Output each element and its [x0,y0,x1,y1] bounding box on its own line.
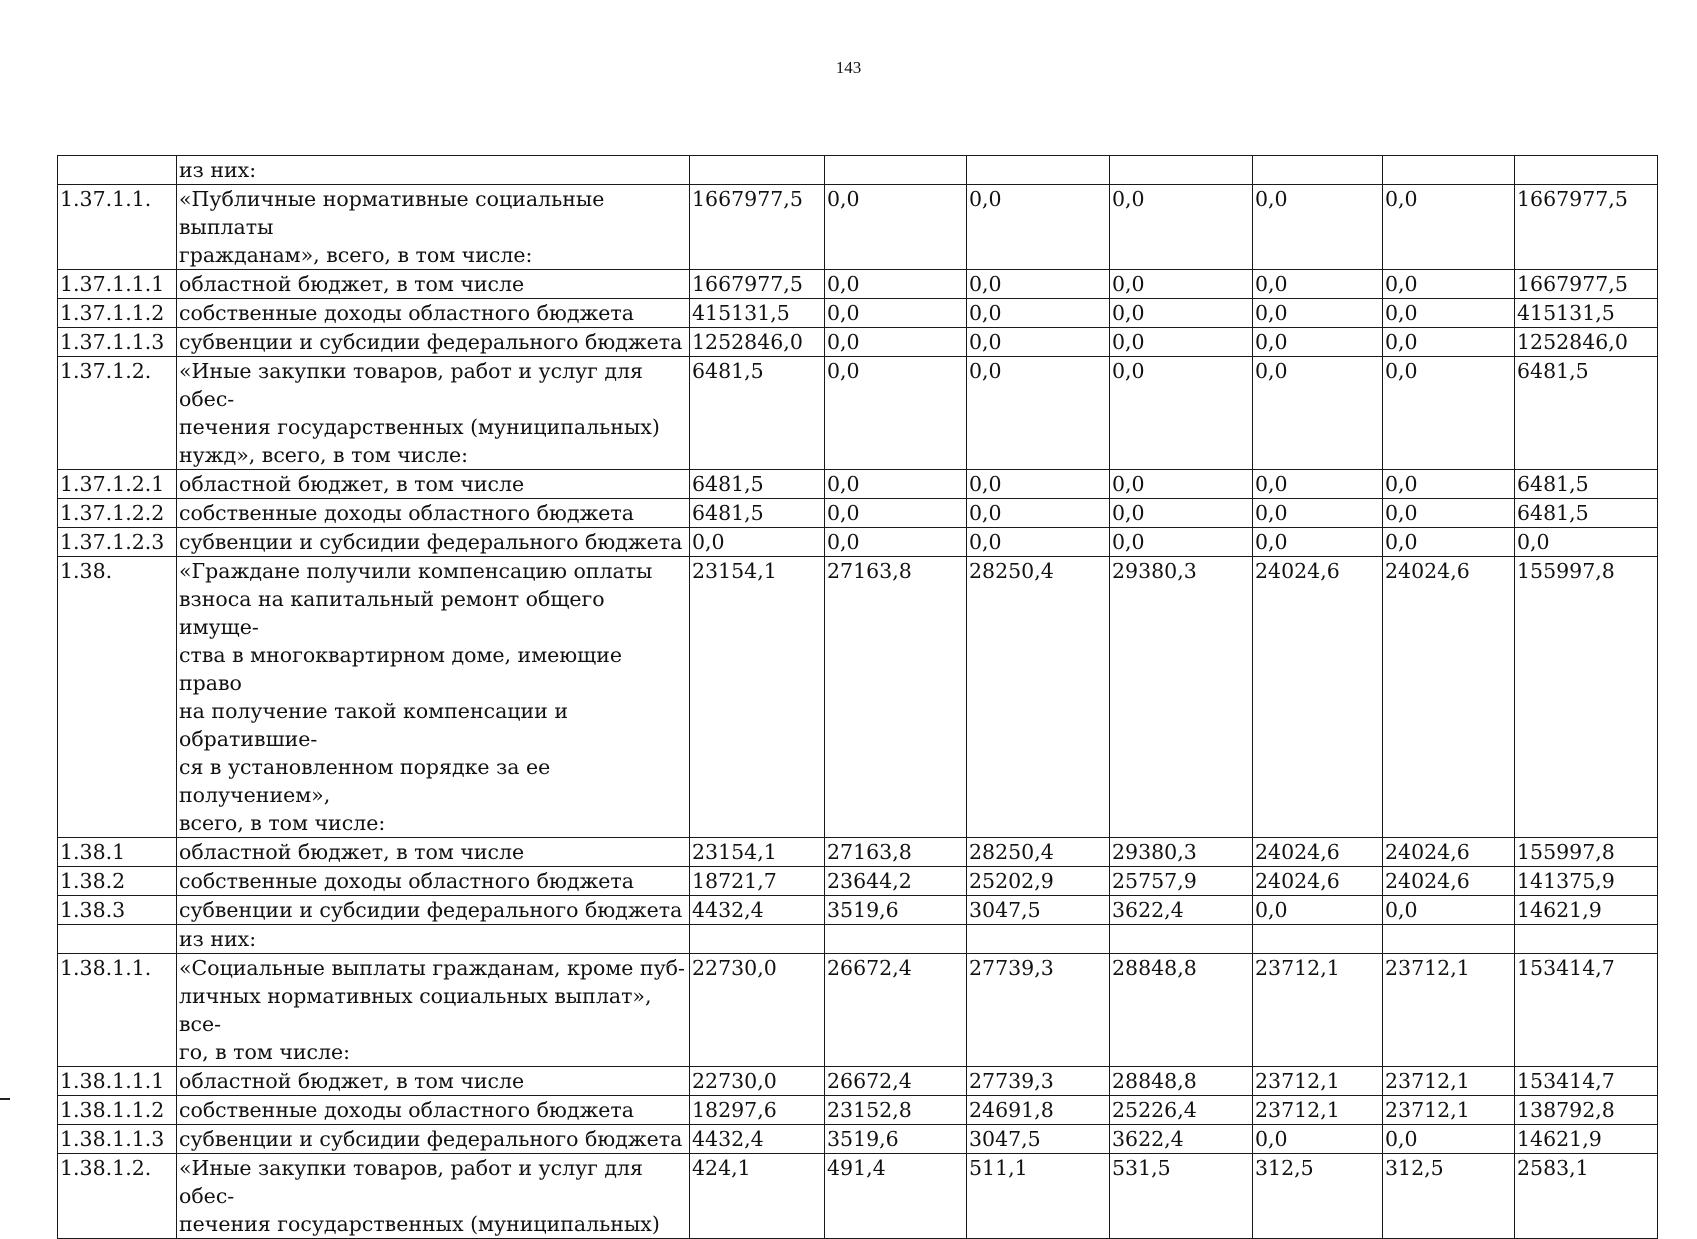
value-cell: 0,0 [1383,357,1515,470]
value-cell: 6481,5 [1515,470,1658,499]
value-cell [1383,925,1515,954]
value-cell: 0,0 [1253,299,1383,328]
value-cell: 0,0 [1383,896,1515,925]
value-cell [690,156,825,185]
table-row [58,867,1658,896]
value-cell: 0,0 [1383,470,1515,499]
value-cell: 1252846,0 [1515,328,1658,357]
table-row [58,185,1658,270]
value-cell [1253,156,1383,185]
value-cell: 23712,1 [1383,954,1515,1067]
value-cell: 0,0 [1383,328,1515,357]
value-cell: 28848,8 [1110,1067,1253,1096]
value-cell: 0,0 [1253,528,1383,557]
value-cell: 23152,8 [825,1096,967,1125]
value-cell: 3622,4 [1110,1125,1253,1154]
page-number: 143 [835,58,862,77]
value-cell: 415131,5 [690,299,825,328]
table-row [58,896,1658,925]
row-number-cell: 1.37.1.1. [58,185,177,270]
value-cell: 0,0 [1110,499,1253,528]
value-cell: 23712,1 [1383,1067,1515,1096]
value-cell [690,925,825,954]
value-cell: 0,0 [1110,470,1253,499]
value-cell: 155997,8 [1515,838,1658,867]
value-cell: 0,0 [1253,270,1383,299]
value-cell: 0,0 [1110,528,1253,557]
value-cell: 26672,4 [825,1067,967,1096]
value-cell: 22730,0 [690,954,825,1067]
value-cell: 0,0 [967,185,1110,270]
row-description-cell: из них: [177,925,690,954]
value-cell: 27739,3 [967,1067,1110,1096]
value-cell: 0,0 [967,328,1110,357]
value-cell: 6481,5 [1515,499,1658,528]
value-cell: 3622,4 [1110,896,1253,925]
value-cell: 1667977,5 [1515,185,1658,270]
value-cell: 14621,9 [1515,896,1658,925]
row-description-cell: областной бюджет, в том числе [177,270,690,299]
table-row [58,1125,1658,1154]
row-description-cell: областной бюджет, в том числе [177,470,690,499]
value-cell: 511,1 [967,1154,1110,1239]
row-number-cell: 1.37.1.2.2 [58,499,177,528]
value-cell: 312,5 [1253,1154,1383,1239]
table-row [58,528,1658,557]
value-cell: 0,0 [1110,357,1253,470]
value-cell: 138792,8 [1515,1096,1658,1125]
value-cell [967,156,1110,185]
row-number-cell: 1.38.1.1.2 [58,1096,177,1125]
row-description-cell: «Граждане получили компенсацию оплаты взноса на капитальный ремонт общего имуще- ства в многоквартирном доме, имеющие право на получение такой компенсации и обратившие- ся в установленном порядке за ее получением», всего, в том числе: [177,557,690,838]
value-cell: 23154,1 [690,838,825,867]
row-number-cell: 1.38.1.1.3 [58,1125,177,1154]
value-cell: 23712,1 [1253,1096,1383,1125]
value-cell: 0,0 [1110,270,1253,299]
value-cell: 26672,4 [825,954,967,1067]
value-cell: 25226,4 [1110,1096,1253,1125]
value-cell [1253,925,1383,954]
value-cell: 0,0 [1383,299,1515,328]
row-number-cell: 1.38.2 [58,867,177,896]
value-cell: 29380,3 [1110,557,1253,838]
row-number-cell: 1.38.1.1. [58,954,177,1067]
table-row [58,499,1658,528]
value-cell: 23712,1 [1253,1067,1383,1096]
value-cell: 0,0 [825,470,967,499]
value-cell: 312,5 [1383,1154,1515,1239]
value-cell: 1252846,0 [690,328,825,357]
value-cell: 2583,1 [1515,1154,1658,1239]
row-description-cell: собственные доходы областного бюджета [177,499,690,528]
table-row [58,328,1658,357]
value-cell: 0,0 [1253,328,1383,357]
value-cell: 0,0 [1110,185,1253,270]
row-description-cell: собственные доходы областного бюджета [177,1096,690,1125]
budget-table [57,155,1658,1239]
table-row [58,470,1658,499]
value-cell: 6481,5 [690,470,825,499]
value-cell: 0,0 [967,299,1110,328]
row-description-cell: «Иные закупки товаров, работ и услуг для обес- печения государственных (муниципальных) [177,1154,690,1239]
row-description-cell: субвенции и субсидии федерального бюджета [177,328,690,357]
row-description-cell: областной бюджет, в том числе [177,838,690,867]
table-row [58,156,1658,185]
value-cell: 3047,5 [967,896,1110,925]
row-number-cell: 1.37.1.2.1 [58,470,177,499]
value-cell: 27163,8 [825,838,967,867]
table-row [58,270,1658,299]
value-cell: 424,1 [690,1154,825,1239]
table-body [58,156,1658,1239]
value-cell: 18721,7 [690,867,825,896]
value-cell: 24024,6 [1383,867,1515,896]
value-cell: 28848,8 [1110,954,1253,1067]
value-cell: 415131,5 [1515,299,1658,328]
value-cell: 3519,6 [825,1125,967,1154]
value-cell: 0,0 [967,499,1110,528]
value-cell [1515,156,1658,185]
value-cell: 0,0 [1110,328,1253,357]
row-description-cell: «Социальные выплаты гражданам, кроме пуб- личных нормативных социальных выплат», все- го, в том числе: [177,954,690,1067]
value-cell: 4432,4 [690,896,825,925]
value-cell: 1667977,5 [690,270,825,299]
value-cell: 153414,7 [1515,954,1658,1067]
value-cell: 0,0 [967,357,1110,470]
value-cell: 0,0 [825,185,967,270]
table-row [58,1154,1658,1239]
row-number-cell: 1.37.1.2.3 [58,528,177,557]
row-description-cell: «Иные закупки товаров, работ и услуг для обес- печения государственных (муниципальных) нужд», всего, в том числе: [177,357,690,470]
value-cell: 0,0 [967,470,1110,499]
value-cell: 0,0 [1383,528,1515,557]
table-row [58,838,1658,867]
value-cell: 531,5 [1110,1154,1253,1239]
value-cell: 0,0 [825,528,967,557]
value-cell: 22730,0 [690,1067,825,1096]
value-cell: 27739,3 [967,954,1110,1067]
value-cell: 29380,3 [1110,838,1253,867]
value-cell [1515,925,1658,954]
row-number-cell [58,925,177,954]
value-cell: 0,0 [825,357,967,470]
value-cell: 4432,4 [690,1125,825,1154]
value-cell: 0,0 [825,499,967,528]
row-number-cell: 1.38.1.2. [58,1154,177,1239]
value-cell: 3047,5 [967,1125,1110,1154]
table-row [58,557,1658,838]
row-description-cell: областной бюджет, в том числе [177,1067,690,1096]
value-cell: 141375,9 [1515,867,1658,896]
value-cell [967,925,1110,954]
value-cell: 155997,8 [1515,557,1658,838]
value-cell: 1667977,5 [690,185,825,270]
value-cell: 0,0 [1253,357,1383,470]
value-cell: 24024,6 [1253,557,1383,838]
value-cell: 1667977,5 [1515,270,1658,299]
table-row [58,1096,1658,1125]
value-cell: 0,0 [1383,270,1515,299]
value-cell: 14621,9 [1515,1125,1658,1154]
value-cell: 18297,6 [690,1096,825,1125]
value-cell: 0,0 [1253,470,1383,499]
value-cell: 0,0 [967,528,1110,557]
row-description-cell: субвенции и субсидии федерального бюджета [177,896,690,925]
value-cell [1110,925,1253,954]
value-cell: 0,0 [825,299,967,328]
value-cell: 27163,8 [825,557,967,838]
row-number-cell: 1.38.3 [58,896,177,925]
value-cell: 0,0 [690,528,825,557]
row-number-cell: 1.37.1.1.1 [58,270,177,299]
table-row [58,954,1658,1067]
value-cell: 0,0 [1383,499,1515,528]
row-description-cell: собственные доходы областного бюджета [177,299,690,328]
value-cell: 0,0 [825,270,967,299]
value-cell [1383,156,1515,185]
table-row [58,925,1658,954]
value-cell: 3519,6 [825,896,967,925]
value-cell: 0,0 [1383,1125,1515,1154]
value-cell: 28250,4 [967,838,1110,867]
value-cell: 0,0 [825,328,967,357]
value-cell: 23712,1 [1253,954,1383,1067]
value-cell: 0,0 [1253,499,1383,528]
row-description-cell: из них: [177,156,690,185]
value-cell: 0,0 [1253,896,1383,925]
value-cell: 491,4 [825,1154,967,1239]
row-description-cell: собственные доходы областного бюджета [177,867,690,896]
table-row [58,299,1658,328]
row-number-cell [58,156,177,185]
value-cell: 6481,5 [1515,357,1658,470]
value-cell: 0,0 [1253,1125,1383,1154]
value-cell: 0,0 [1253,185,1383,270]
value-cell: 153414,7 [1515,1067,1658,1096]
value-cell: 0,0 [1515,528,1658,557]
row-description-cell: субвенции и субсидии федерального бюджета [177,1125,690,1154]
value-cell: 6481,5 [690,357,825,470]
value-cell: 24024,6 [1253,838,1383,867]
value-cell: 0,0 [967,270,1110,299]
margin-mark [0,1098,10,1100]
row-description-cell: субвенции и субсидии федерального бюджета [177,528,690,557]
value-cell: 0,0 [1383,185,1515,270]
value-cell [825,925,967,954]
value-cell: 24024,6 [1383,838,1515,867]
value-cell: 23712,1 [1383,1096,1515,1125]
value-cell [1110,156,1253,185]
row-number-cell: 1.37.1.2. [58,357,177,470]
value-cell: 25757,9 [1110,867,1253,896]
table-row [58,357,1658,470]
row-number-cell: 1.38.1 [58,838,177,867]
row-number-cell: 1.38.1.1.1 [58,1067,177,1096]
value-cell: 6481,5 [690,499,825,528]
row-number-cell: 1.37.1.1.2 [58,299,177,328]
value-cell: 25202,9 [967,867,1110,896]
table-row [58,1067,1658,1096]
value-cell: 28250,4 [967,557,1110,838]
value-cell: 24024,6 [1383,557,1515,838]
value-cell: 23154,1 [690,557,825,838]
row-description-cell: «Публичные нормативные социальные выплаты гражданам», всего, в том числе: [177,185,690,270]
row-number-cell: 1.38. [58,557,177,838]
value-cell [825,156,967,185]
value-cell: 0,0 [1110,299,1253,328]
value-cell: 23644,2 [825,867,967,896]
value-cell: 24691,8 [967,1096,1110,1125]
value-cell: 24024,6 [1253,867,1383,896]
row-number-cell: 1.37.1.1.3 [58,328,177,357]
